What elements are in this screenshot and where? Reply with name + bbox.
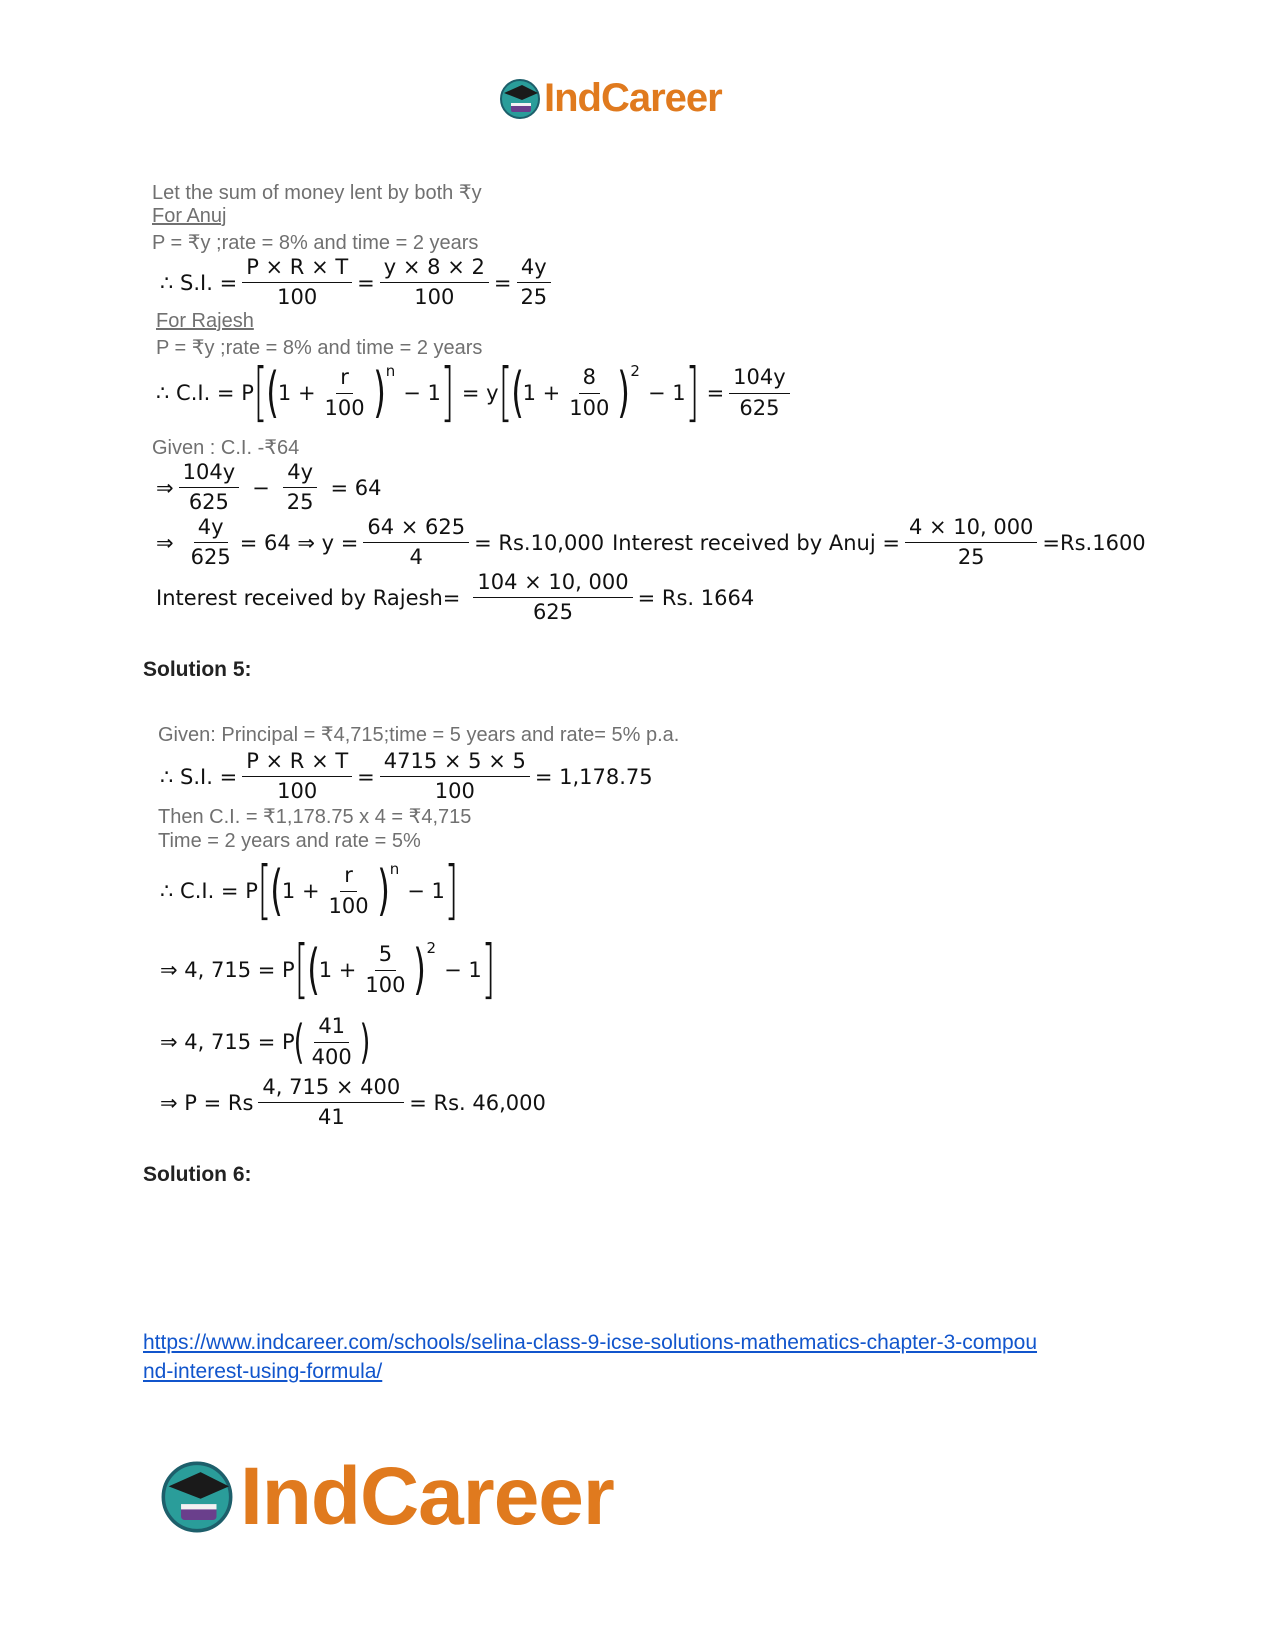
ci-simplified-sol5: ⇒ 4, 715 = P ( $\frac{41}{400}$ ) (160, 1014, 371, 1069)
difference-equation: ⇒ $\frac{104y}{625}$ − $\frac{4y}{25}$ = 64 (156, 460, 382, 515)
ci-formula-sol5: ∴ C.I. = P [ ( 1 + $\frac{r}{100}$ ) n − 1 ] (160, 854, 459, 928)
graduation-cap-globe-icon (158, 1458, 236, 1536)
solve-y-equation: ⇒ $\frac{4y}{625}$ = 64 ⇒ y = $\frac{64 \times 625}{4}$ = Rs.10,000 Interest received by Anuj = $\frac{4 \times 10, 000}{25}$ =Rs.1600 (156, 515, 1146, 570)
time-rate: Time = 2 years and rate = 5% (158, 830, 421, 852)
solution-5-given: Given: Principal = ₹4,715;time = 5 years and rate= 5% p.a. (158, 724, 680, 746)
source-link-line-1[interactable]: https://www.indcareer.com/schools/selina-class-9-icse-solutions-mathematics-chapter-3-compou (143, 1331, 1038, 1354)
solution-5-heading: Solution 5: (143, 658, 252, 681)
fraction: $\frac{4y}{25}$ (516, 255, 551, 310)
rajesh-heading: For Rajesh (156, 310, 254, 332)
anuj-heading: For Anuj (152, 205, 227, 227)
solution-6-heading: Solution 6: (143, 1163, 252, 1186)
fraction: $\frac{y \times 8 \times 2}{100}$ (380, 255, 489, 310)
q4-intro: Let the sum of money lent by both ₹y (152, 182, 482, 204)
ci-substitution-sol5: ⇒ 4, 715 = P [ ( 1 + $\frac{5}{100}$ ) 2 − 1 ] (160, 933, 496, 1007)
si-equation-anuj: ∴ S.I. = $\frac{P \times R \times T}{100}$ = $\frac{y \times 8 \times 2}{100}$ = $\frac{4y}{25}$ (160, 255, 556, 310)
fraction: $\frac{104y}{625}$ (729, 365, 790, 420)
fraction: $\frac{r}{100}$ (324, 365, 365, 420)
fraction: $\frac{P \times R \times T}{100}$ (242, 255, 352, 310)
rajesh-given: P = ₹y ;rate = 8% and time = 2 years (156, 337, 483, 359)
source-link-line-2[interactable]: nd-interest-using-formula/ (143, 1360, 383, 1383)
anuj-given: P = ₹y ;rate = 8% and time = 2 years (152, 232, 479, 254)
footer-logo (158, 1450, 614, 1544)
header-logo (498, 76, 722, 121)
si-lhs: ∴ S.I. = (160, 270, 238, 295)
ci-equation-rajesh: ∴ C.I. = P [ ( 1 + $\frac{r}{100}$ ) n − 1 ] = y [ ( 1 + $\frac{8}{100}$ ) 2 − 1 ] = $\frac{104y}{625}$ (156, 358, 795, 428)
logo-wordmark: IndCareer (544, 76, 722, 120)
graduation-cap-globe-icon (498, 77, 542, 121)
principal-result-sol5: ⇒ P = Rs $\frac{4, 715 \times 400}{41}$ = Rs. 46,000 (160, 1075, 546, 1130)
si-equation-sol5: ∴ S.I. = $\frac{P \times R \times T}{100}$ = $\frac{4715 \times 5 \times 5}{100}$ = 1,178.75 (160, 749, 653, 804)
then-ci: Then C.I. = ₹1,178.75 x 4 = ₹4,715 (158, 806, 472, 828)
given-ci: Given : C.I. -₹64 (152, 437, 300, 459)
logo-wordmark: IndCareer (240, 1451, 614, 1542)
rajesh-interest-equation: Interest received by Rajesh= $\frac{104 \times 10, 000}{625}$ = Rs. 1664 (156, 570, 755, 625)
fraction: $\frac{8}{100}$ (569, 365, 610, 420)
